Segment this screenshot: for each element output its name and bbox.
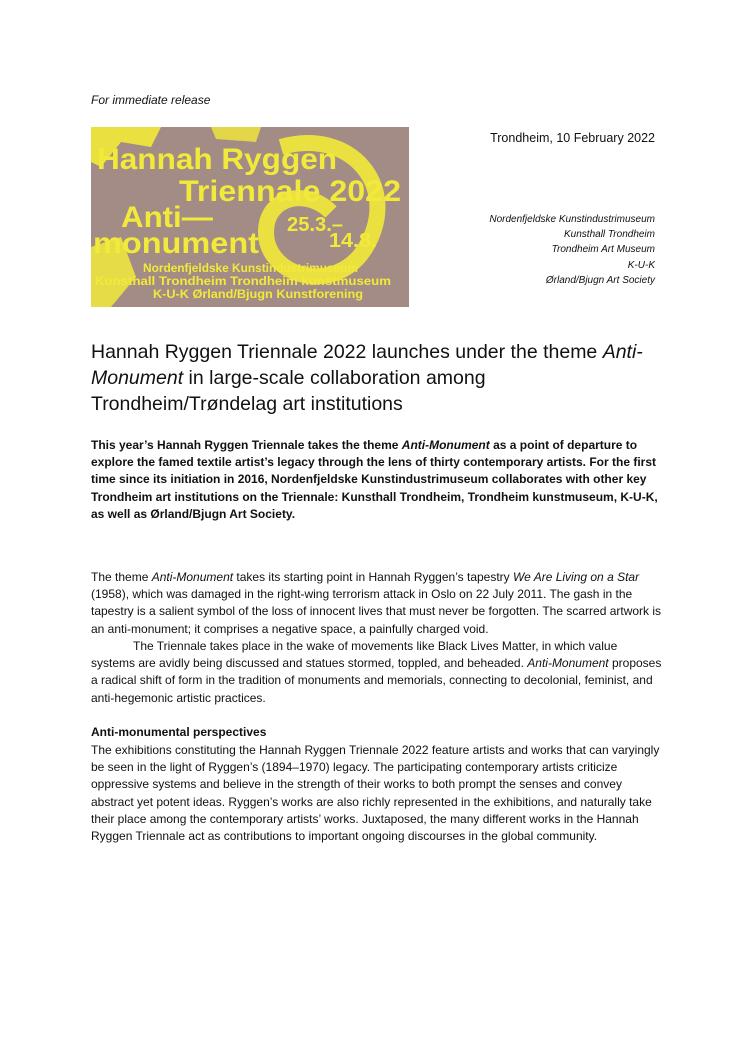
headline-emphasis: Anti-Monument: [91, 341, 643, 389]
lead-paragraph: [91, 437, 663, 523]
poster-venue-line2: Kunsthall Trondheim Trondheim kunstmuseum: [95, 274, 391, 288]
institution-name: Ørland/Bjugn Art Society: [545, 274, 655, 286]
lead-text: This year’s Hannah Ryggen Triennale takes the theme: [91, 438, 402, 452]
poster-dates-start: 25.3.–: [287, 214, 343, 236]
body-emphasis: We Are Living on a Star: [513, 570, 640, 584]
institution-name: Trondheim Art Museum: [551, 244, 655, 256]
poster-dates-end: 14.8.: [329, 230, 377, 252]
press-release-headline: [91, 339, 671, 417]
place-and-date: Trondheim, 10 February 2022: [490, 131, 655, 145]
headline-text: Hannah Ryggen Triennale 2022 launches under the theme: [91, 341, 603, 363]
body-text: The theme: [91, 570, 152, 584]
poster-title-line4: monument: [93, 227, 260, 260]
lead-emphasis: Anti-Monument: [401, 438, 490, 452]
body-paragraph-3: The exhibitions constituting the Hannah Ryggen Triennale 2022 feature artists and works that can varyingly be seen in the light of Ryggen’s (1894–1970) legacy. The participating contemporary artists criticize oppressive systems and believe in the strength of their works to both prompt the senses and convey abstract yet potent ideas. Ryggen’s works are also richly represented in the exhibitions, and naturally take their place among the contemporary artists’ works. Juxtaposed, the many different works in the Hannah Ryggen Triennale act as contributions to important ongoing discourses in the global community.: [91, 743, 660, 844]
institution-name: K-U-K: [627, 259, 655, 271]
poster-venue-line1: Nordenfjeldske Kunstindustrimuseum: [143, 261, 358, 275]
poster-title-line3: Anti—: [121, 201, 213, 234]
body-paragraph-2: [91, 638, 663, 707]
poster-artwork: [91, 127, 409, 307]
body-emphasis: Anti-Monument: [151, 570, 234, 584]
poster-title-line2: Triennale 2022: [179, 175, 401, 208]
triennale-poster-image: [91, 127, 409, 307]
institution-list: [489, 212, 655, 288]
institution-name: Nordenfjeldske Kunstindustrimuseum: [489, 214, 655, 225]
body-text: (1958), which was damaged in the right-wing terrorism attack in Oslo on 22 July 2011. The gash in the tapestry is a salient symbol of the loss of innocent lives that must never be forgotten. The scarred artwork is an anti-monument; it comprises a negative space, a painfully charged void.: [91, 587, 662, 636]
release-label: For immediate release: [91, 93, 211, 107]
institution-name: Kunsthall Trondheim: [564, 229, 655, 241]
body-text: The Triennale takes place in the wake of movements like Black Lives Matter, in which value systems are avidly being discussed and statues stormed, toppled, and beheaded.: [91, 639, 618, 671]
lead-text: as a point of departure to explore the famed textile artist’s legacy through the lens of thirty contemporary artists. For the first time since its initiation in 2016, Nordenfjeldske Kunstindustrimuseum collaborates with other key Trondheim art institutions on the Triennale: Kunsthall Trondheim, Trondheim kunstmuseum, K-U-K, as well as Ørland/Bjugn Art Society.: [91, 438, 658, 521]
body-text: proposes a radical shift of form in the tradition of monuments and memorials, connecting to decolonial, feminist, and anti-hegemonic artistic practices.: [91, 656, 662, 705]
section-heading: Anti-monumental perspectives: [91, 725, 267, 739]
body-paragraph-1: [91, 569, 663, 638]
headline-text: in large-scale collaboration among Trondheim/Trøndelag art institutions: [91, 367, 486, 415]
poster-venue-line3: K-U-K Ørland/Bjugn Kunstforening: [153, 287, 363, 301]
poster-title-line1: Hannah Ryggen: [97, 143, 337, 176]
body-text: takes its starting point in Hannah Ryggen’s tapestry: [233, 570, 514, 584]
body-emphasis: Anti-Monument: [527, 656, 609, 671]
